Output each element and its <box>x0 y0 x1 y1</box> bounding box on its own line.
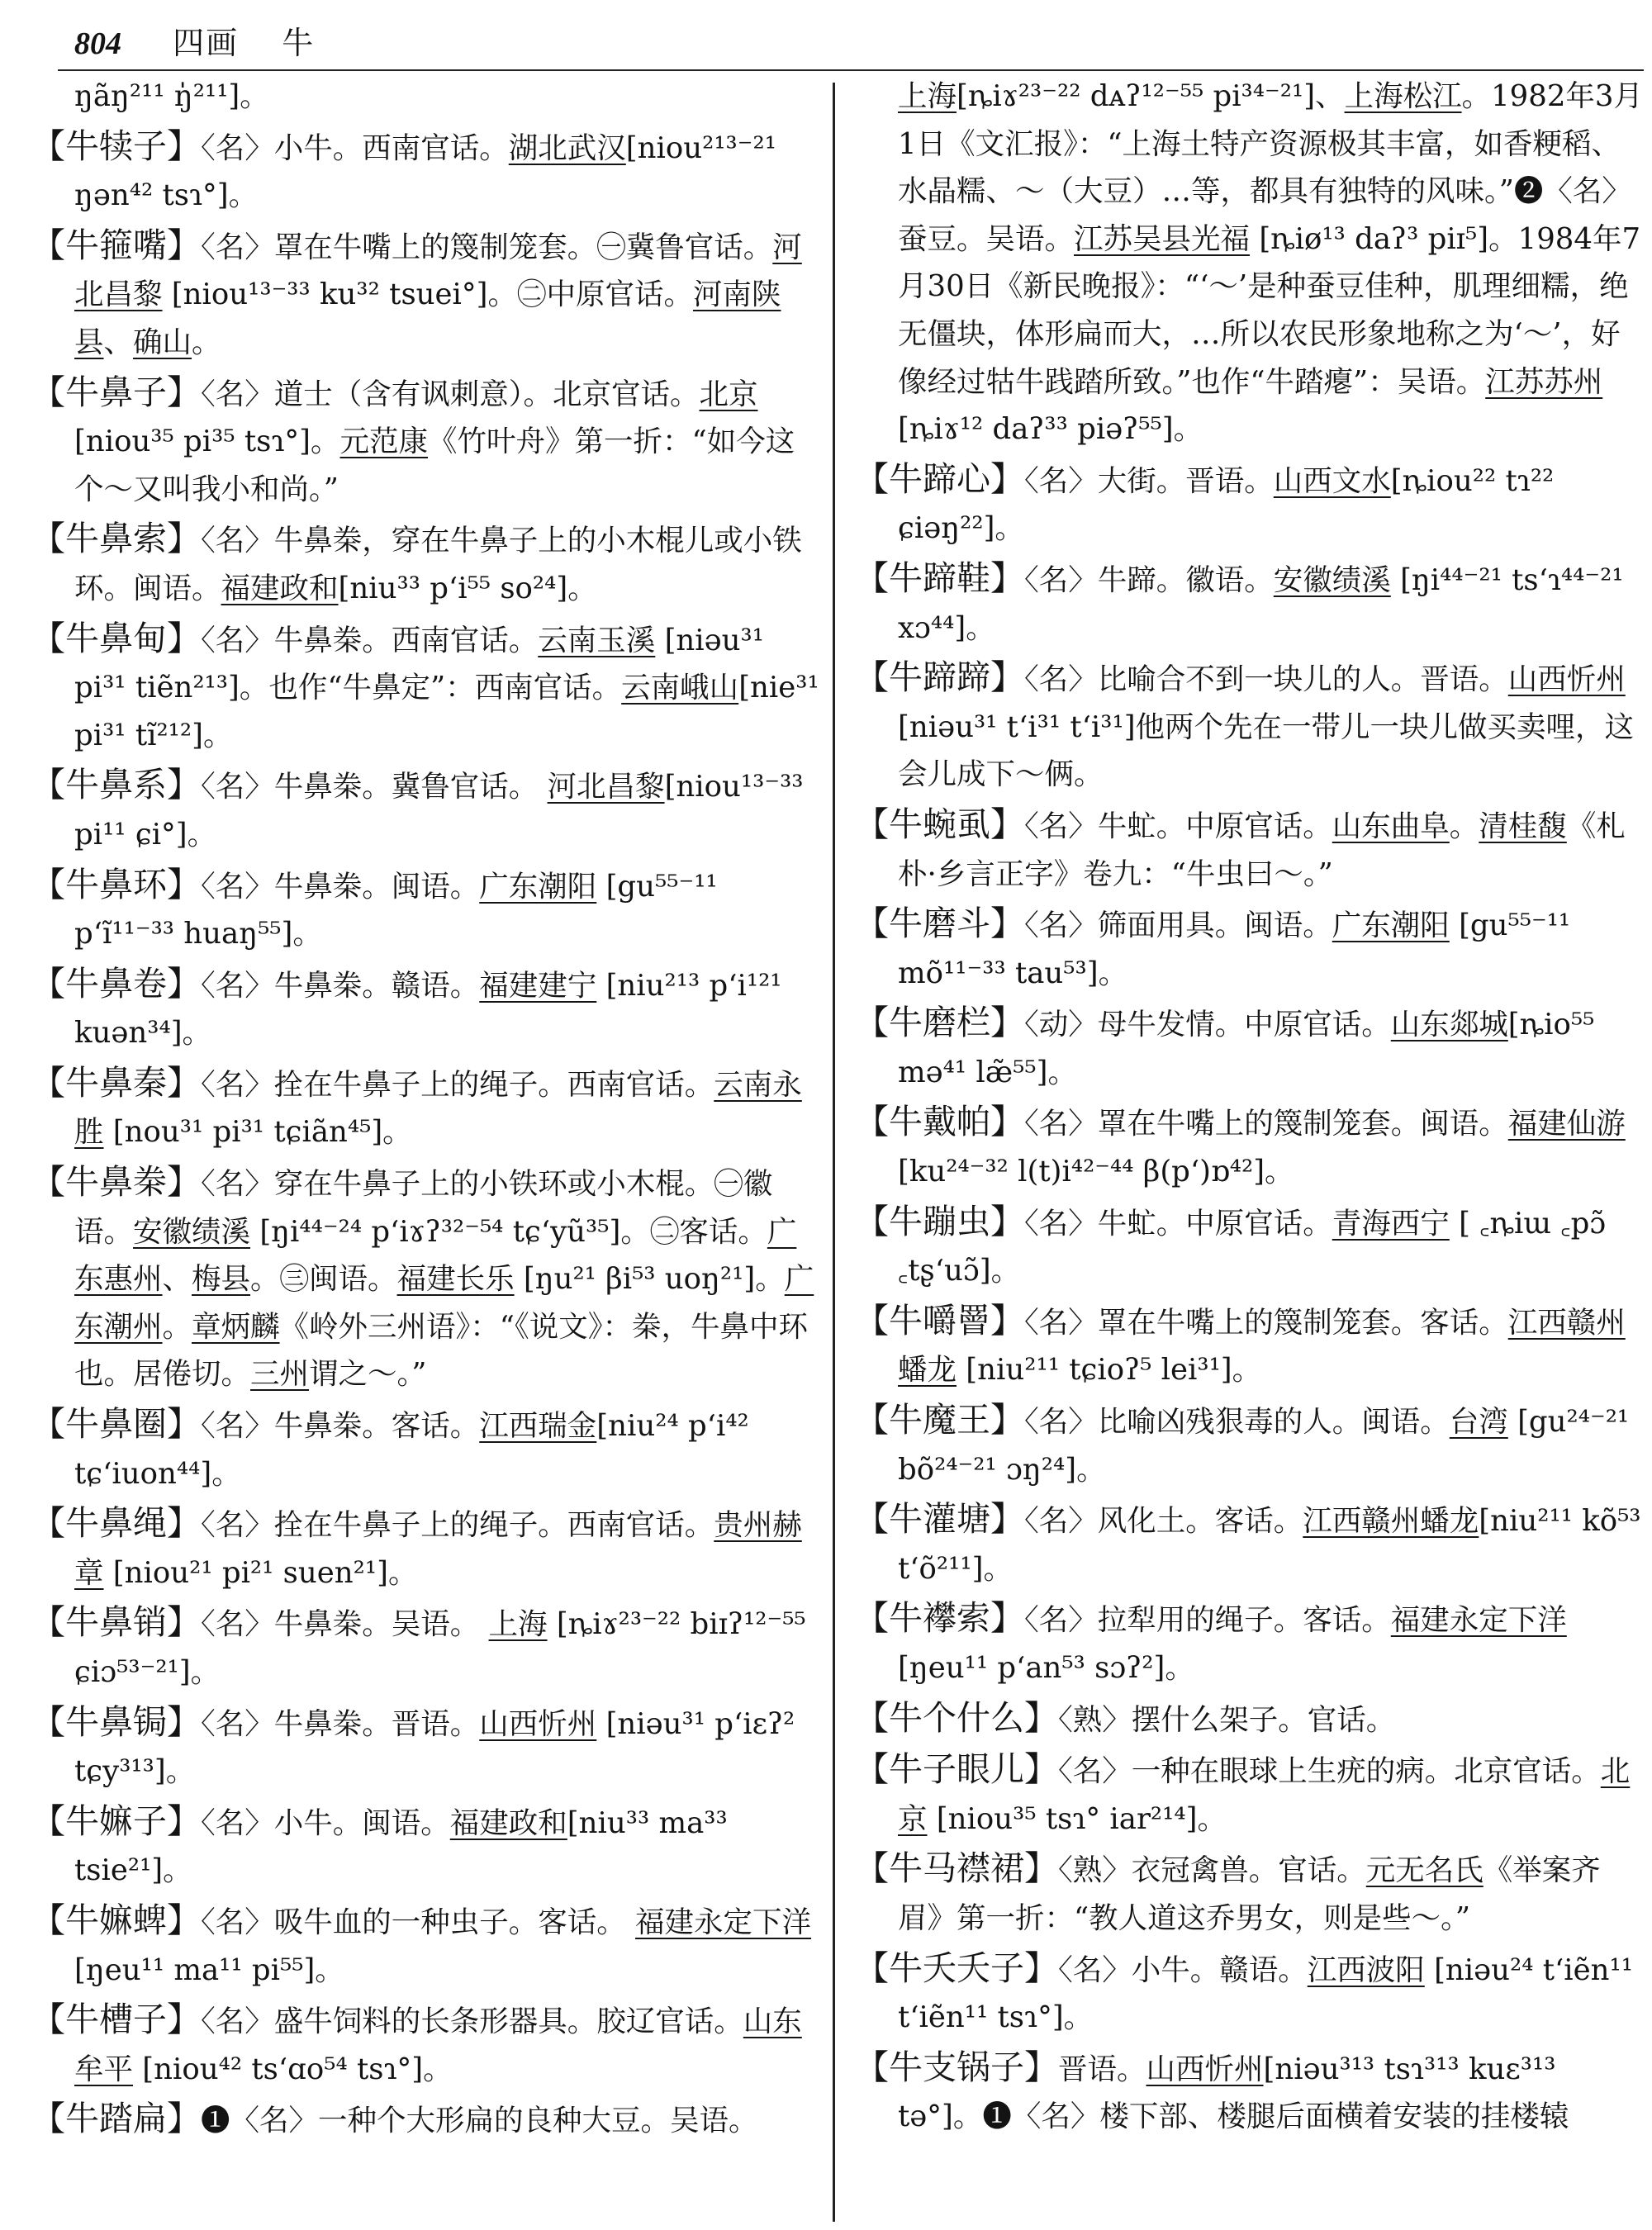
definition-text: 。 <box>1449 809 1479 843</box>
definition-text: 〈名〉牛鼻桊。客话。 <box>201 1409 480 1444</box>
headword: 【牛支锅子】 <box>855 2047 1058 2087</box>
headword: 【牛鼻甸】 <box>31 618 201 658</box>
headword: 【牛蹄蹄】 <box>855 657 1024 698</box>
definition-text: [niou³⁵ pi³⁵ tsɿ°]。 <box>74 425 340 459</box>
dictionary-entry <box>31 861 820 958</box>
definition-text: 〈名〉大街。晋语。 <box>1024 463 1274 498</box>
dictionary-entry <box>31 369 820 514</box>
dictionary-entry <box>855 456 1644 553</box>
place-name: 北京 <box>898 1754 1631 1836</box>
definition-text: 〈熟〉衣冠禽兽。官话。 <box>1058 1853 1366 1888</box>
dictionary-entry <box>855 1496 1644 1592</box>
dictionary-entry <box>31 1798 820 1895</box>
headword: 【牛鼻桊】 <box>31 1162 201 1203</box>
place-name: 山西忻州 <box>1507 662 1626 697</box>
place-name: 河南陕县 <box>74 278 781 359</box>
definition-text: 〈名〉一种在眼球上生疣的病。北京官话。 <box>1058 1754 1601 1789</box>
headword: 【牛鼻销】 <box>31 1602 201 1643</box>
definition-text: [niou¹³⁻³³ pi¹¹ ɕi°]。 <box>74 770 804 852</box>
definition-text: [nie³¹ pi³¹ tĩ²¹²]。 <box>74 671 819 752</box>
dictionary-entry <box>855 1298 1644 1394</box>
definition-text: [ŋeu¹¹ ma¹¹ pi⁵⁵]。 <box>74 1952 344 1987</box>
definition-text: 谓之～。” <box>309 1357 427 1392</box>
definition-text: [ȵiɤ¹² daʔ³³ piəʔ⁵⁵]。 <box>898 412 1203 447</box>
dictionary-entry <box>31 1060 820 1156</box>
definition-text: 〈名〉牛鼻桊。西南官话。 <box>201 623 539 657</box>
place-name: 北京 <box>699 377 758 411</box>
headword: 【牛鼻圈】 <box>31 1404 201 1445</box>
place-name: 确山 <box>133 325 192 359</box>
definition-text: 〈名〉小牛。闽语。 <box>201 1805 450 1840</box>
right-continuation <box>855 73 1644 453</box>
headword: 【牛鼻绳】 <box>31 1503 201 1544</box>
radical-label: 牛 <box>282 25 314 61</box>
dictionary-entry <box>855 654 1644 799</box>
definition-text: 。㊂闽语。 <box>250 1262 397 1297</box>
definition-text: 《岭外三州语》：“《说文》：桊，牛鼻中环也。居倦切。 <box>74 1309 808 1392</box>
definition-text: [niəu³¹ t‘i³¹ t‘i³¹]他两个先在一带儿一块儿做买卖哩，这会儿成下～俩。 <box>898 709 1635 792</box>
dictionary-entry <box>31 615 820 760</box>
definition-text: [ȵiɤ²³⁻²² dᴀʔ¹²⁻⁵⁵ pi³⁴⁻²¹]、 <box>957 79 1345 113</box>
dictionary-entry <box>31 123 820 220</box>
place-name: 元范康 <box>339 425 429 459</box>
place-name: 山西忻州 <box>479 1706 597 1741</box>
headword: 【牛鼻子】 <box>31 372 201 412</box>
definition-text: 〈名〉牛虻。中原官话。 <box>1024 809 1332 843</box>
definition-text: 〈名〉比喻凶残狠毒的人。闽语。 <box>1024 1405 1450 1440</box>
place-name: 江西瑞金 <box>479 1409 597 1444</box>
headword: 【牛个什么】 <box>855 1697 1058 1738</box>
place-name: 云南玉溪 <box>538 623 656 657</box>
definition-text: [niou¹³⁻³³ ku³² tsuei°]。㊁中原官话。 <box>162 278 693 312</box>
place-name: 贵州赫章 <box>74 1508 802 1590</box>
headword: 【牛魔王】 <box>855 1400 1024 1440</box>
definition-text: 〈名〉罩在牛嘴上的篾制笼套。㊀冀鲁官话。 <box>201 230 773 264</box>
definition-text: 〈名〉罩在牛嘴上的篾制笼套。闽语。 <box>1024 1107 1508 1141</box>
dictionary-entry <box>31 2095 820 2145</box>
headword: 【牛磨斗】 <box>855 904 1024 944</box>
definition-text: 〈名〉牛鼻桊。晋语。 <box>201 1706 480 1741</box>
dictionary-entry <box>31 1897 820 1994</box>
place-name: 梅县 <box>192 1262 251 1297</box>
headword: 【牛鼻系】 <box>31 765 201 805</box>
dictionary-entry <box>855 1945 1644 2042</box>
place-name: 云南峨山 <box>621 671 739 705</box>
dictionary-entry <box>31 515 820 612</box>
place-name: 广东惠州 <box>74 1214 797 1297</box>
headword: 【牛子眼儿】 <box>855 1749 1058 1790</box>
definition-text: [niəu²⁴ t‘iẽn¹¹ t‘iẽn¹¹ tsɿ°]。 <box>898 1952 1633 2035</box>
definition-text: 《竹叶舟》第一折：“如今这个～又叫我小和尚。” <box>74 425 795 506</box>
definition-text: 〈名〉小牛。赣语。 <box>1058 1952 1308 1987</box>
place-name: 福建永定下洋 <box>1390 1603 1567 1638</box>
place-name: 山东曲阜 <box>1332 809 1450 843</box>
dictionary-entry <box>855 1397 1644 1493</box>
headword: 【牛马襟裙】 <box>855 1848 1058 1889</box>
page-header <box>74 18 1644 68</box>
dictionary-entry <box>855 1198 1644 1295</box>
place-name: 章炳麟 <box>192 1309 280 1344</box>
place-name: 元无名氏 <box>1365 1853 1483 1888</box>
definition-text: [ȵiɤ²³⁻²² biɪʔ¹²⁻⁵⁵ ɕiɔ⁵³⁻²¹]。 <box>74 1607 806 1689</box>
definition-text: [niəu³¹³ tsɿ³¹³ kuɛ³¹³ tə°]。❶〈名〉楼下部、楼腿后面横着安装的挂楼辕 <box>898 2052 1569 2134</box>
dictionary-entry <box>855 900 1644 997</box>
headword: 【牛箍嘴】 <box>31 225 201 265</box>
dictionary-entry <box>31 762 820 858</box>
definition-text: 〈名〉筛面用具。闽语。 <box>1024 909 1332 943</box>
headword: 【牛嚼罾】 <box>855 1300 1024 1340</box>
headword: 【牛襻索】 <box>855 1598 1024 1639</box>
headword: 【牛鼻环】 <box>31 864 201 904</box>
headword: 【牛灌塘】 <box>855 1499 1024 1540</box>
headword: 【牛戴帕】 <box>855 1102 1024 1142</box>
headword: 【牛夭夭子】 <box>855 1948 1058 1988</box>
definition-text: 〈名〉牛蹄。徽语。 <box>1024 562 1274 597</box>
definition-text: 晋语。 <box>1058 2052 1146 2086</box>
definition-text: 。1982年3月1日《文汇报》：“上海土特产资源极其丰富，如香粳稻、水晶糯、～（大豆）…等，都具有独特的风味。”❷〈名〉蚕豆。吴语。 <box>898 79 1644 256</box>
headword: 【牛鼻秦】 <box>31 1062 201 1103</box>
place-name: 河北昌黎 <box>74 230 802 312</box>
definition-text: 〈名〉拴在牛鼻子上的绳子。西南官话。 <box>201 1508 714 1543</box>
place-name: 上海 <box>488 1607 548 1642</box>
definition-text: 〈名〉吸牛血的一种虫子。客话。 <box>201 1905 636 1939</box>
definition-text: [ku²⁴⁻³² l(t)i⁴²⁻⁴⁴ β(p‘)ɒ⁴²]。 <box>898 1155 1294 1189</box>
definition-text: 〈名〉比喻合不到一块儿的人。晋语。 <box>1024 662 1508 697</box>
place-name: 山东牟平 <box>74 2005 802 2086</box>
definition-text: [niu²¹³ p‘i¹²¹ kuən³⁴]。 <box>74 968 782 1051</box>
place-name: 福建仙游 <box>1507 1107 1626 1141</box>
dictionary-entry <box>855 999 1644 1096</box>
dictionary-entry <box>31 1159 820 1398</box>
place-name: 广东潮州 <box>74 1262 814 1344</box>
definition-text: 〈名〉牛虻。中原官话。 <box>1024 1206 1332 1241</box>
dictionary-entry <box>31 1699 820 1796</box>
dictionary-entry <box>31 961 820 1057</box>
dictionary-entry <box>31 1401 820 1497</box>
place-name: 广东潮阳 <box>479 869 597 904</box>
definition-text: [niou²¹³⁻²¹ ŋən⁴² tsɿ°]。 <box>74 130 776 213</box>
definition-text: [ŋu²¹ βi⁵³ uoŋ²¹]。 <box>514 1262 785 1297</box>
dictionary-entry <box>31 1500 820 1597</box>
definition-text: [niou³⁵ tsɿ° iar²¹⁴]。 <box>927 1801 1227 1836</box>
definition-text: [niu²¹¹ kõ⁵³ t‘õ²¹¹]。 <box>898 1504 1641 1586</box>
definition-text: [niu³³ p‘i⁵⁵ so²⁴]。 <box>338 571 597 605</box>
definition-text: 〈名〉牛鼻桊。赣语。 <box>201 968 480 1003</box>
place-name: 福建建宁 <box>479 968 597 1003</box>
definition-text: [niu²¹¹ tɕioʔ⁵ lei³¹]。 <box>957 1353 1262 1388</box>
headword: 【牛踏扁】 <box>31 2099 201 2139</box>
place-name: 湖北武汉 <box>508 130 626 165</box>
definition-text: [ȵio⁵⁵ mə⁴¹ læ̃⁵⁵]。 <box>898 1008 1595 1089</box>
dictionary-entry <box>855 2044 1644 2141</box>
column-divider <box>833 83 835 2222</box>
place-name: 上海 <box>898 79 957 113</box>
place-name: 福建永定下洋 <box>635 1905 812 1939</box>
definition-text: 〈名〉道士（含有讽刺意）。北京官话。 <box>201 377 700 411</box>
headword: 【牛鼻锔】 <box>31 1701 201 1742</box>
definition-text: [nou³¹ pi³¹ tɕiãn⁴⁵]。 <box>103 1115 412 1150</box>
definition-text: [ ꜀ȵiɯ ꜀pɔ̃ ꜀tʂ‘uɔ̃]。 <box>898 1206 1607 1288</box>
place-name: 江西赣州蟠龙 <box>898 1305 1626 1388</box>
header-rule <box>58 69 1644 71</box>
place-name: 广东潮阳 <box>1332 909 1450 943</box>
headword: 【牛嫲子】 <box>31 1801 201 1841</box>
dictionary-entry <box>31 222 820 367</box>
definition-text: [ŋeu¹¹ p‘an⁵³ sɔʔ²]。 <box>898 1651 1194 1685</box>
headword: 【牛犊子】 <box>31 126 201 166</box>
left-continuation: ŋãŋ²¹¹ ŋ̍²¹¹]。 <box>74 79 269 113</box>
definition-text: ❶〈名〉一种个大形扁的良种大豆。吴语。 <box>201 2104 758 2138</box>
dictionary-entry <box>31 1996 820 2093</box>
dictionary-entry <box>855 1098 1644 1195</box>
definition-text: 《札朴·乡言正字》卷九：“牛虫曰～。” <box>898 809 1626 891</box>
definition-text: [niou⁴² ts‘ɑo⁵⁴ tsɿ°]。 <box>133 2052 453 2086</box>
definition-text: 〈名〉风化土。客话。 <box>1024 1504 1303 1539</box>
definition-text: 。 <box>192 325 221 359</box>
definition-text: [niəu³¹ p‘iɛʔ² tɕy³¹³]。 <box>74 1706 795 1789</box>
dictionary-entry <box>855 1845 1644 1942</box>
definition-text: [niu³³ ma³³ tsie²¹]。 <box>74 1805 728 1888</box>
place-name: 安徽绩溪 <box>1273 562 1391 597</box>
definition-text: 、 <box>103 325 134 359</box>
headword: 【牛槽子】 <box>31 2000 201 2040</box>
dictionary-entry <box>855 555 1644 652</box>
place-name: 清桂馥 <box>1479 809 1567 843</box>
headword: 【牛鼻卷】 <box>31 963 201 1004</box>
definition-text: [niəu³¹ pi³¹ tiẽn²¹³]。也作“牛鼻定”：西南官话。 <box>74 623 764 705</box>
headword: 【牛蹄鞋】 <box>855 558 1024 598</box>
definition-text: 〈名〉小牛。西南官话。 <box>201 130 509 165</box>
definition-text: 〈名〉牛鼻桊。闽语。 <box>201 869 480 904</box>
definition-text: 〈名〉牛鼻桊。冀鲁官话。 <box>201 770 548 804</box>
left-column <box>31 73 820 2147</box>
headword: 【牛蹄心】 <box>855 458 1024 499</box>
headword: 【牛蜿虱】 <box>855 804 1024 844</box>
definition-text: [niu²⁴ p‘i⁴² tɕ‘iuon⁴⁴]。 <box>74 1409 749 1491</box>
definition-text: 〈熟〉摆什么架子。官话。 <box>1058 1702 1396 1737</box>
dictionary-entry <box>855 1595 1644 1691</box>
place-name: 上海松江 <box>1344 79 1462 113</box>
dictionary-entry <box>855 1746 1644 1843</box>
place-name: 三州 <box>250 1357 310 1392</box>
definition-text: [gu⁵⁵⁻¹¹ p‘ĩ¹¹⁻³³ huaŋ⁵⁵]。 <box>74 869 718 951</box>
headword: 【牛磨栏】 <box>855 1003 1024 1043</box>
right-column <box>855 73 1644 2143</box>
section-label: 四画 <box>173 25 240 61</box>
place-name: 山东郯城 <box>1390 1008 1508 1042</box>
definition-text: [ȵiou²² tɿ²² ɕiəŋ²²]。 <box>898 463 1555 546</box>
definition-text: [gu⁵⁵⁻¹¹ mõ¹¹⁻³³ tau⁵³]。 <box>898 909 1571 990</box>
definition-text: 〈名〉盛牛饲料的长条形器具。胶辽官话。 <box>201 2005 743 2039</box>
dictionary-entry <box>855 1695 1644 1744</box>
definition-text: 〈名〉牛鼻桊，穿在牛鼻子上的小木棍儿或小铁环。闽语。 <box>74 524 802 605</box>
definition-text: [niou²¹ pi²¹ suen²¹]。 <box>103 1555 418 1590</box>
place-name: 福建政和 <box>221 571 339 605</box>
place-name: 山西忻州 <box>1146 2052 1264 2086</box>
definition-text: [ŋi⁴⁴⁻²⁴ p‘iɤʔ³²⁻⁵⁴ tɕ‘yũ³⁵]。㊁客话。 <box>250 1214 767 1249</box>
dictionary-entry <box>855 801 1644 898</box>
definition-text: 〈名〉牛鼻桊。吴语。 <box>201 1607 489 1642</box>
place-name: 安徽绩溪 <box>133 1214 251 1249</box>
headword: 【牛鼻索】 <box>31 519 201 559</box>
place-name: 山西文水 <box>1273 463 1391 498</box>
place-name: 青海西宁 <box>1332 1206 1450 1241</box>
place-name: 福建政和 <box>449 1805 567 1840</box>
page-number: 804 <box>74 26 121 61</box>
definition-text: 〈名〉拉犁用的绳子。客话。 <box>1024 1603 1391 1638</box>
place-name: 江苏吴县光福 <box>1074 221 1251 256</box>
place-name: 江苏苏州 <box>1485 364 1603 399</box>
place-name: 台湾 <box>1449 1405 1508 1440</box>
headword: 【牛嫲蜱】 <box>31 1900 201 1940</box>
definition-text: 〈名〉罩在牛嘴上的篾制笼套。客话。 <box>1024 1305 1508 1340</box>
definition-text: 〈名〉穿在牛鼻子上的小铁环或小木棍。㊀徽语。 <box>74 1167 773 1249</box>
headword: 【牛蹦虫】 <box>855 1201 1024 1241</box>
definition-text: [gu²⁴⁻²¹ bõ²⁴⁻²¹ ɔŋ²⁴]。 <box>898 1405 1630 1487</box>
definition-text: 〈动〉母牛发情。中原官话。 <box>1024 1008 1391 1042</box>
place-name: 福建长乐 <box>396 1262 515 1297</box>
definition-text: 《举案齐眉》第一折：“教人道这乔男女，则是些～。” <box>898 1853 1601 1935</box>
definition-text: 。 <box>162 1309 192 1344</box>
definition-text: 〈名〉拴在牛鼻子上的绳子。西南官话。 <box>201 1067 714 1102</box>
dictionary-entry <box>31 1599 820 1696</box>
definition-text: [ŋi⁴⁴⁻²¹ ts‘ɿ⁴⁴⁻²¹ xɔ⁴⁴]。 <box>898 562 1624 645</box>
definition-text: 、 <box>162 1262 192 1297</box>
place-name: 江西波阳 <box>1307 1952 1425 1987</box>
place-name: 河北昌黎 <box>547 770 665 804</box>
definition-text: [ȵiø¹³ daʔ³ piɪ⁵]。1984年7月30日《新民晚报》：“‘～’是种蚕豆佳种，肌理细糯，绝无僵块，体形扁而大，…所以农民形象地称之为‘～’，好像经过牯牛践踏所致。”也作“牛踏瘪”：吴语。 <box>898 221 1641 399</box>
place-name: 江西赣州蟠龙 <box>1303 1504 1479 1539</box>
place-name: 云南永胜 <box>74 1067 802 1150</box>
